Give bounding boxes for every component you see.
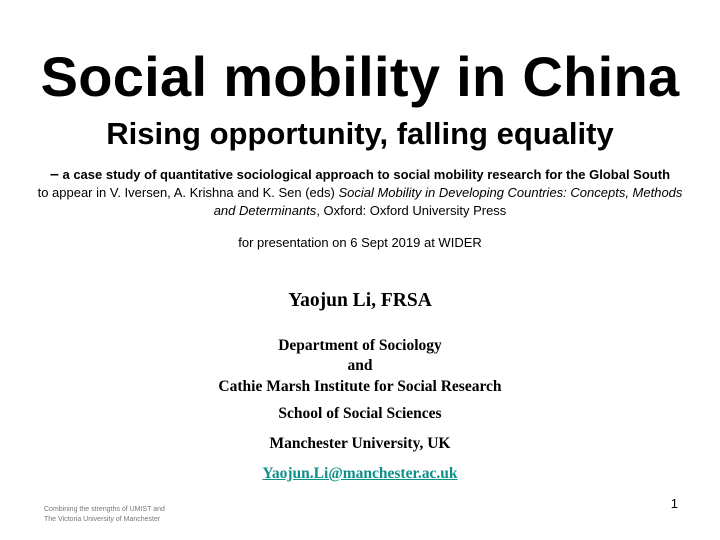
department: Department of Sociology [278, 337, 442, 354]
email-link[interactable]: Yaojun.Li@manchester.ac.uk [262, 465, 458, 482]
school: School of Social Sciences [278, 405, 442, 422]
book-title-part1: Social Mobility in Developing Countries: Concepts, Methods [338, 185, 683, 200]
footer-line-2: The Victoria University of Manchester [44, 516, 161, 523]
appear-prefix: to appear in V. Iversen, A. Krishna and K. Sen (eds) [37, 185, 339, 200]
slide-title: Social mobility in China [40, 45, 680, 108]
and-connector: and [347, 357, 373, 374]
publication-line-continued [0, 202, 720, 220]
book-title-part2: and Determinants [213, 203, 317, 218]
presentation-note: for presentation on 6 Sept 2019 at WIDER [238, 235, 482, 250]
slide-subtitle: Rising opportunity, falling equality [106, 116, 614, 151]
study-description [0, 166, 720, 184]
page-number: 1 [670, 496, 678, 511]
email-row [0, 464, 720, 484]
publisher: , Oxford: Oxford University Press [316, 203, 507, 218]
institute: Cathie Marsh Institute for Social Research [218, 378, 502, 395]
author-name: Yaojun Li, FRSA [288, 290, 432, 311]
publication-line [0, 184, 720, 202]
footer-line-1: Combining the strengths of UMIST and [44, 506, 165, 513]
university: Manchester University, UK [269, 435, 451, 452]
dash-symbol: – [49, 166, 59, 183]
study-line-text: a case study of quantitative sociological approach to social mobility research for the Global South [58, 167, 671, 182]
footer-note [44, 505, 165, 525]
